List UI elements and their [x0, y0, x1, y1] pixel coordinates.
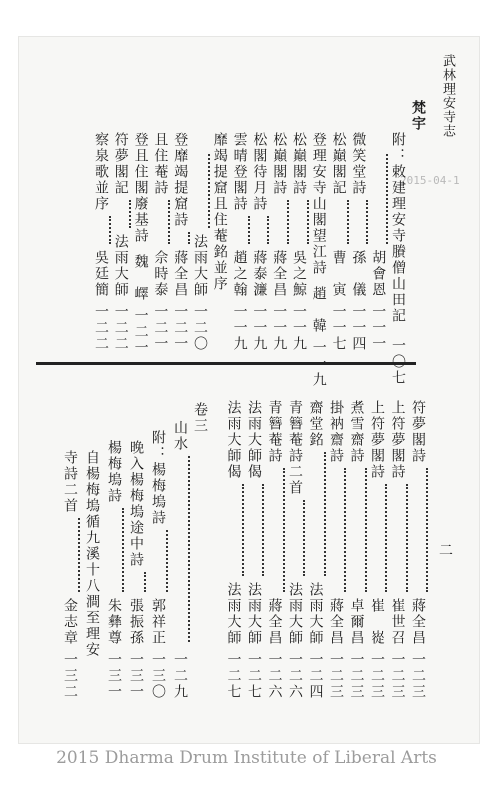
volume-heading: 卷三 — [192, 402, 208, 434]
entry-title: 齋堂銘 — [307, 400, 324, 448]
entry-title: 上符夢閣詩 — [389, 400, 406, 480]
entry-page-number: 一二七 — [246, 652, 262, 700]
entry-page-number: 一二二 — [112, 304, 129, 352]
entry-page-number: 一二三 — [389, 652, 406, 700]
leader-dots — [366, 200, 368, 244]
entry-page-number: 一三二 — [62, 652, 78, 700]
entry-title: 靡竭提窟且住菴銘並序 — [211, 132, 228, 292]
toc-entry — [347, 400, 367, 700]
toc-entry — [265, 400, 285, 700]
entry-page-number: 一一四 — [350, 304, 367, 352]
entry-page-number: 一〇七 — [390, 338, 406, 386]
toc-entry — [230, 132, 250, 352]
entry-title: 松閣待月詩 — [251, 132, 268, 212]
entry-author: 胡會恩 — [370, 250, 387, 298]
entry-title: 煮雪齋詩 — [348, 400, 365, 464]
toc-entry — [111, 132, 131, 352]
toc-entry — [190, 150, 210, 352]
entry-page-number: 一一七 — [330, 304, 347, 352]
leader-dots — [208, 154, 210, 228]
watermark: 2015 Dharma Drum Institute of Liberal Arts — [56, 748, 437, 768]
entry-page-number: 一二二 — [93, 304, 109, 352]
toc-entry — [104, 440, 124, 700]
leader-dots — [365, 468, 367, 592]
entry-author: 法雨大師 — [246, 582, 262, 646]
entry-author: 孫 儀 — [350, 250, 367, 298]
entry-author: 崔世召 — [389, 598, 406, 646]
toc-entry — [126, 440, 146, 700]
entry-page-number: 一二一 — [132, 308, 149, 356]
entry-title: 法雨大師偈 — [225, 400, 242, 480]
leader-dots — [168, 200, 170, 244]
entry-title: 松巔閣詩 — [291, 132, 307, 196]
running-head: 武林理安寺志 — [440, 54, 455, 138]
entry-title: 符夢閣記 — [112, 132, 129, 196]
entry-author: 曹 寅 — [330, 250, 347, 298]
toc-entry — [82, 450, 102, 700]
leader-dots — [267, 216, 269, 244]
toc-entry — [210, 132, 230, 352]
entry-page-number: 一一九 — [271, 304, 288, 352]
entry-title: 寺詩二首 — [62, 450, 78, 514]
entry-author: 法雨大師 — [112, 234, 129, 298]
toc-entry — [224, 400, 244, 700]
entry-page-number: 一三〇 — [150, 652, 166, 700]
entry-title: 法雨大師偈 — [246, 400, 262, 480]
entry-page-number: 一二七 — [225, 652, 242, 700]
entry-page-number: 一二一 — [152, 304, 169, 352]
entry-page-number: 一二一 — [172, 304, 189, 352]
toc-entry — [249, 132, 269, 352]
entry-page-number: 一一九 — [251, 304, 268, 352]
entry-title: 青簪菴詩 — [266, 400, 283, 464]
entry-author: 趙之翰 — [231, 250, 248, 298]
leader-dots — [262, 484, 264, 576]
leader-dots — [283, 468, 285, 592]
section-heading: 梵宇 — [410, 100, 426, 132]
entry-title: 松巔閣記 — [330, 132, 347, 196]
entry-title: 登且住閣廢基詩 — [132, 132, 149, 244]
toc-entry-shanshui — [170, 420, 190, 700]
leader-dots — [324, 452, 326, 576]
leader-dots — [307, 200, 309, 244]
entry-author: 法雨大師 — [225, 582, 242, 646]
leader-dots — [344, 468, 346, 592]
leader-dots — [426, 468, 428, 592]
entry-page-number: 一三一 — [128, 652, 144, 700]
leader-dots — [248, 216, 250, 244]
toc-entry — [60, 450, 80, 700]
toc-entry — [388, 132, 408, 386]
entry-author: 蔣全昌 — [328, 598, 344, 646]
leader-dots — [129, 200, 131, 228]
entry-author: 朱彝尊 — [106, 598, 122, 646]
entry-author: 蔣泰濂 — [251, 250, 268, 298]
entry-page-number: 一二三 — [328, 652, 344, 700]
entry-page-number: 一一九 — [310, 340, 327, 388]
leader-dots — [303, 500, 305, 576]
leader-dots — [406, 484, 408, 592]
entry-title: 上符夢閣詩 — [369, 400, 385, 480]
entry-title: 登靡竭提窟詩 — [172, 132, 189, 228]
entry-author: 郭祥正 — [150, 598, 166, 646]
leader-dots — [78, 518, 80, 592]
leader-dots — [122, 508, 124, 592]
entry-title: 青簪菴詩二首 — [287, 400, 303, 496]
toc-entry — [348, 132, 368, 352]
toc-entry — [306, 400, 326, 700]
entry-author: 金志章 — [62, 598, 78, 646]
toc-entry — [285, 400, 305, 700]
toc-entry — [150, 132, 170, 352]
entry-author: 佘時泰 — [152, 250, 169, 298]
leader-dots — [242, 484, 244, 576]
toc-entry — [408, 400, 428, 700]
toc-entry — [269, 132, 289, 352]
toc-entry — [388, 400, 408, 700]
entry-title: 附：敕建理安寺賸僧山田記 — [390, 132, 406, 324]
entry-page-number: 一二〇 — [192, 304, 208, 352]
entry-title: 雲晴登閣詩 — [231, 132, 248, 212]
leader-dots — [188, 232, 190, 244]
entry-author: 法雨大師 — [307, 582, 324, 646]
toc-entry — [148, 430, 168, 700]
leader-dots — [287, 200, 289, 244]
entry-title: 山水 — [172, 420, 188, 452]
entry-author: 魏 嶧 — [132, 254, 149, 302]
entry-title: 且住菴詩 — [152, 132, 169, 196]
toc-entry — [368, 150, 388, 352]
toc-entry — [367, 400, 387, 700]
leader-dots — [347, 200, 349, 244]
entry-title: 符夢閣詩 — [410, 400, 426, 464]
entry-page-number: 一二三 — [348, 652, 365, 700]
entry-page-number: 一二三 — [410, 652, 426, 700]
toc-entry — [326, 400, 346, 700]
section-divider — [36, 362, 416, 365]
entry-author: 法雨大師 — [192, 234, 208, 298]
leader-dots — [166, 530, 168, 592]
leader-dots — [188, 456, 190, 642]
entry-page-number: 一一九 — [231, 304, 248, 352]
toc-entry — [244, 400, 264, 700]
entry-page-number: 一三一 — [106, 652, 122, 700]
leader-dots — [386, 154, 388, 244]
toc-entry — [329, 132, 349, 352]
entry-page-number: 一一九 — [291, 304, 307, 352]
entry-title: 松巔閣詩 — [271, 132, 288, 196]
entry-title: 察泉歌並序 — [93, 132, 109, 212]
entry-title: 登理安寺山閣望江詩 — [310, 132, 327, 276]
leader-dots — [109, 216, 111, 244]
entry-page-number: 一一一 — [370, 304, 387, 352]
entry-author: 卓爾昌 — [348, 598, 365, 646]
entry-page-number: 一二三 — [369, 652, 385, 700]
leader-dots — [144, 572, 146, 592]
toc-entry — [170, 132, 190, 352]
entry-author: 張振孫 — [128, 598, 144, 646]
entry-page-number: 一二六 — [266, 652, 283, 700]
entry-author: 蔣全昌 — [271, 250, 288, 298]
entry-page-number: 一二九 — [172, 652, 188, 700]
toc-entry — [91, 132, 111, 352]
entry-author: 法雨大師 — [287, 582, 303, 646]
entry-title: 附：楊梅塢詩 — [150, 430, 166, 526]
entry-author: 吳廷簡 — [93, 250, 109, 298]
date-stamp: 2015-04-1 — [400, 174, 460, 187]
entry-author: 蔣全昌 — [266, 598, 283, 646]
entry-author: 崔 嵸 — [369, 598, 385, 646]
entry-author: 蔣全昌 — [410, 598, 426, 646]
entry-author: 蔣全昌 — [172, 250, 189, 298]
toc-entry — [289, 132, 309, 352]
entry-author: 吳之鯨 — [291, 250, 307, 298]
toc-entry — [131, 132, 151, 356]
entry-title: 楊梅塢詩 — [106, 440, 122, 504]
entry-author: 趙 韓 — [310, 286, 327, 334]
leader-dots — [385, 484, 387, 592]
entry-title: 掛衲齋詩 — [328, 400, 344, 464]
entry-page-number: 一二四 — [307, 652, 324, 700]
entry-title: 晚入楊梅塢途中詩 — [128, 440, 144, 568]
entry-title: 微笑堂詩 — [350, 132, 367, 196]
page-number: 二 — [439, 543, 453, 559]
toc-entry — [309, 132, 329, 388]
entry-title: 自楊梅塢循九溪十八澗至理安 — [84, 450, 100, 658]
entry-page-number: 一二六 — [287, 652, 303, 700]
